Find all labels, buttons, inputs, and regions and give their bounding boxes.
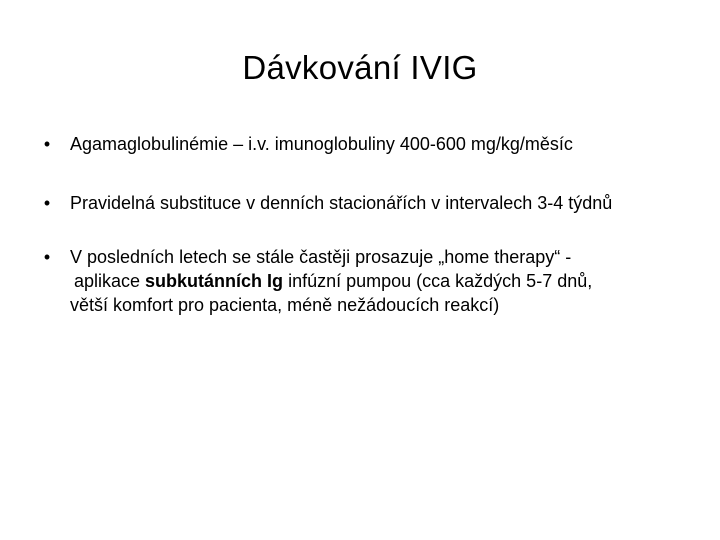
bullet-text-line: větší komfort pro pacienta, méně nežádoucích reakcí) — [70, 295, 500, 315]
bullet-text-line — [70, 269, 700, 293]
bullet-text: Agamaglobulinémie – i.v. imunoglobuliny 400-600 mg/kg/měsíc — [70, 134, 573, 154]
bullet-marker: • — [43, 247, 51, 267]
bullet-text-segment: infúzní pumpou (cca každých 5-7 dnů, — [283, 271, 593, 291]
bullet-text-segment: aplikace — [74, 271, 146, 291]
slide-title: Dávkování IVIG — [242, 49, 478, 86]
bullet-marker: • — [43, 134, 51, 154]
bullet-text: Pravidelná substituce v denních stacionářích v intervalech 3-4 týdnů — [70, 193, 613, 213]
bullet-marker: • — [43, 193, 51, 213]
bullet-text-line: V posledních letech se stále častěji prosazuje „home therapy“ - — [70, 247, 572, 267]
bullet-text — [70, 245, 700, 317]
bold-term: subkutánních Ig — [145, 271, 284, 291]
